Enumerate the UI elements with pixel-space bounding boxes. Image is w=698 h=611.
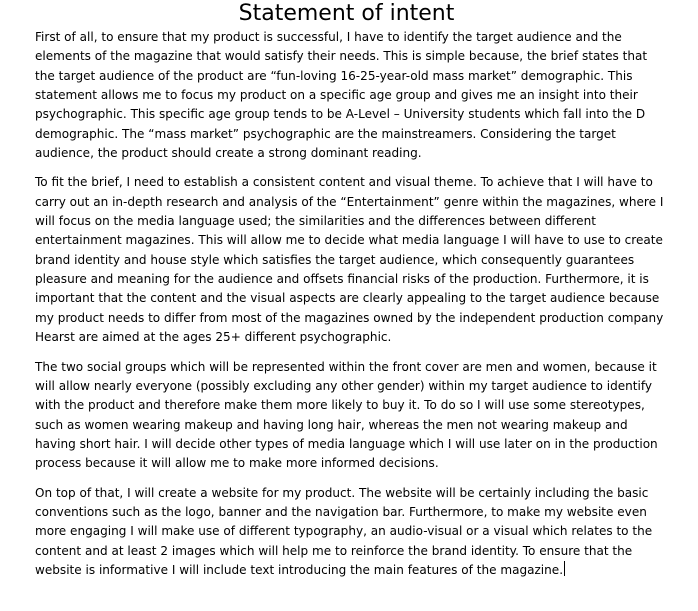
paragraph-2: To fit the brief, I need to establish a consistent content and visual theme. To achieve that I will have to carry out an in-depth research and analysis of the “Entertainment” genre within the magazines, where I will focus on the media language used; the similarities and the differences between different entertainment magazines. This will allow me to decide what media language I will have to use to create brand identity and house style which satisfies the target audience, which consequently guarantees pleasure and meaning for the audience and offsets financial risks of the production. Furthermore, it is important that the content and the visual aspects are clearly appealing to the target audience because my product needs to differ from most of the magazines owned by the independent production company Hearst are aimed at the ages 25+ different psychographic. <box>35 175 664 345</box>
text-cursor <box>564 561 565 576</box>
paragraph-3: The two social groups which will be represented within the front cover are men and women, because it will allow nearly everyone (possibly excluding any other gender) within my target audience to identify with the product and therefore make them more likely to buy it. To do so I will use some stereotypes, such as women wearing makeup and having long hair, whereas the men not wearing makeup and having short hair. I will decide other types of media language which I will use later on in the production process because it will allow me to make more informed decisions. <box>35 359 658 471</box>
paragraph-4-text: On top of that, I will create a website for my product. The website will be certainly including the basic conventions such as the logo, banner and the navigation bar. Furthermore, to make my website even more engaging I will make use of different typography, an audio-visual or a visual which relates to the content and at least 2 images which will help me to reinforce the brand identity. To ensure that the website is informative I will include text introducing the main features of the magazine. <box>35 485 653 577</box>
document-body[interactable] <box>35 28 667 590</box>
paragraph-1: First of all, to ensure that my product is successful, I have to identify the target audience and the elements of the magazine that would satisfy their needs. This is simple because, the brief states that the target audience of the product are “fun-loving 16-25-year-old mass market” demographic. This statement allows me to focus my product on a specific age group and gives me an insight into their psychographic. This specific age group tends to be A-Level – University students which fall into the D demographic. The “mass market” psychographic are the mainstreamers. Considering the target audience, the product should create a strong dominant reading. <box>35 30 648 161</box>
document-title: Statement of intent <box>238 1 455 26</box>
paragraph-4 <box>35 484 667 581</box>
